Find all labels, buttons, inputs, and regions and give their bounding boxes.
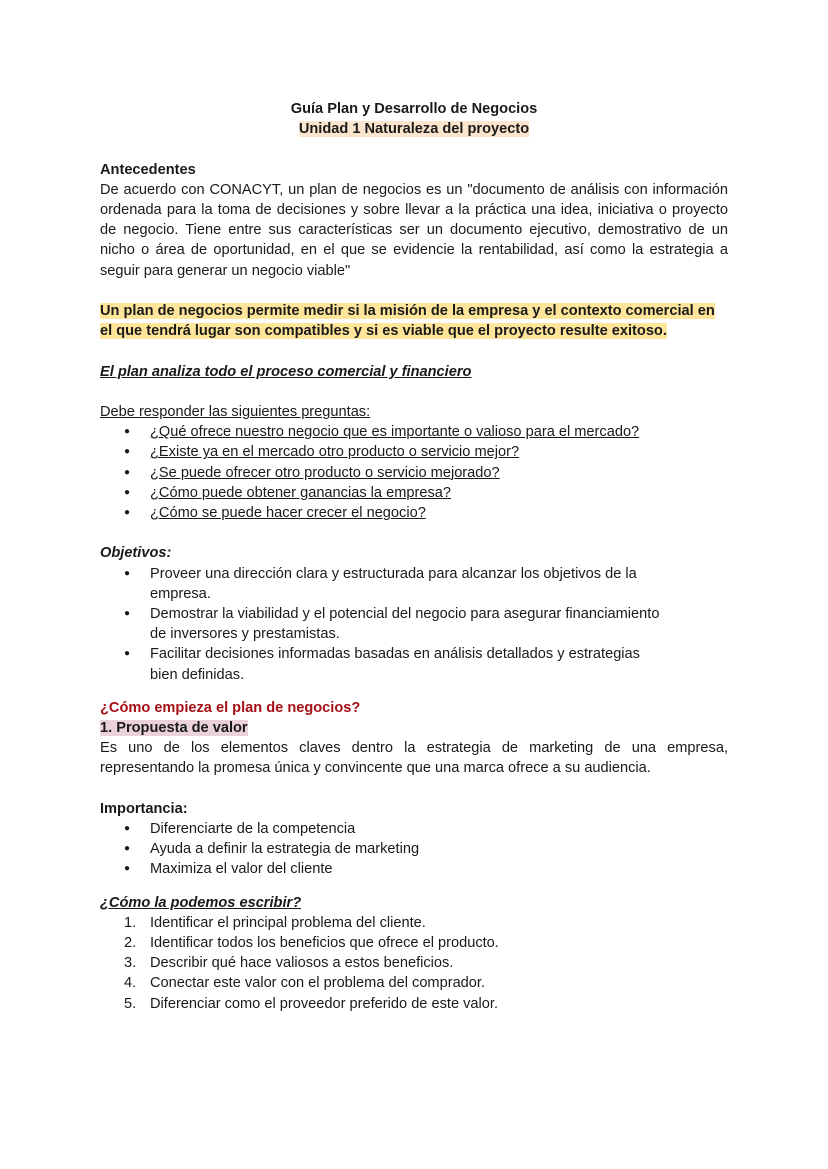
questions-intro: Debe responder las siguientes preguntas:	[100, 403, 371, 420]
key-statement: Un plan de negocios permite medir si la misión de la empresa y el contexto comercial en el que tendrá lugar son compatibles y si es viable que el proyecto resulte exitoso.	[100, 303, 715, 340]
list-number: 2.	[124, 935, 137, 952]
antecedentes-heading: Antecedentes	[100, 161, 196, 178]
list-item: ● Ayuda a definir la estrategia de marketing	[100, 839, 728, 859]
questions-list	[100, 422, 728, 523]
document-subtitle: Unidad 1 Naturaleza del proyecto	[298, 121, 530, 138]
escribir-heading: ¿Cómo la podemos escribir?	[100, 894, 302, 911]
propuesta-body: Es uno de los elementos claves dentro la estrategia de marketing de una empresa, representando la promesa única y convincente que una marca ofrece a su audiencia.	[100, 740, 728, 777]
inicio-heading: ¿Cómo empieza el plan de negocios?	[100, 699, 361, 716]
list-item: ● ¿Se puede ofrecer otro producto o servicio mejorado?	[100, 463, 728, 483]
list-item	[100, 953, 728, 973]
propuesta-subheading: 1. Propuesta de valor	[100, 720, 248, 737]
list-number: 3.	[124, 955, 137, 972]
analysis-heading: El plan analiza todo el proceso comercial y financiero	[100, 363, 472, 380]
list-text: Conectar este valor con el problema del comprador.	[150, 975, 486, 992]
list-text: Identificar el principal problema del cliente.	[150, 914, 426, 931]
escribir-list	[100, 913, 728, 1014]
list-item: ● ¿Existe ya en el mercado otro producto o servicio mejor?	[100, 442, 728, 462]
antecedentes-body: De acuerdo con CONACYT, un plan de negocios es un "documento de análisis con información ordenada para la toma de decisiones y sobre llevar a la práctica una idea, iniciativa o proyecto de negocio. Tiene entre sus características ser un documento ejecutivo, demostrativo de un nicho o área de oportunidad, en el que se evidencie la rentabilidad, así como la estrategia a seguir para generar un negocio viable"	[100, 181, 728, 279]
list-text: Diferenciar como el proveedor preferido de este valor.	[150, 995, 498, 1012]
objetivos-list	[100, 564, 728, 685]
list-number: 1.	[124, 914, 137, 931]
list-item: ● Proveer una dirección clara y estructurada para alcanzar los objetivos de la empresa.	[100, 564, 668, 604]
importancia-heading: Importancia:	[100, 800, 188, 817]
document-title: Guía Plan y Desarrollo de Negocios	[290, 101, 538, 117]
list-item: ● Maximiza el valor del cliente	[100, 859, 728, 879]
list-item	[100, 933, 728, 953]
list-number: 5.	[124, 995, 137, 1012]
list-number: 4.	[124, 975, 137, 992]
list-item: ● Diferenciarte de la competencia	[100, 819, 728, 839]
list-item: ● ¿Qué ofrece nuestro negocio que es importante o valioso para el mercado?	[100, 422, 728, 442]
document-page	[100, 99, 728, 1014]
importancia-list	[100, 819, 728, 880]
list-item	[100, 973, 728, 993]
list-item	[100, 994, 728, 1014]
list-item: ● Facilitar decisiones informadas basadas en análisis detallados y estrategias bien definidas.	[100, 644, 668, 684]
list-text: Identificar todos los beneficios que ofrece el producto.	[150, 935, 499, 952]
list-item	[100, 913, 728, 933]
list-text: Describir qué hace valiosos a estos beneficios.	[150, 955, 454, 972]
list-item: ● Demostrar la viabilidad y el potencial del negocio para asegurar financiamiento de inversores y prestamistas.	[100, 604, 668, 644]
objetivos-heading: Objetivos:	[100, 545, 172, 562]
list-item: ● ¿Cómo se puede hacer crecer el negocio?	[100, 503, 728, 523]
list-item: ● ¿Cómo puede obtener ganancias la empresa?	[100, 483, 728, 503]
